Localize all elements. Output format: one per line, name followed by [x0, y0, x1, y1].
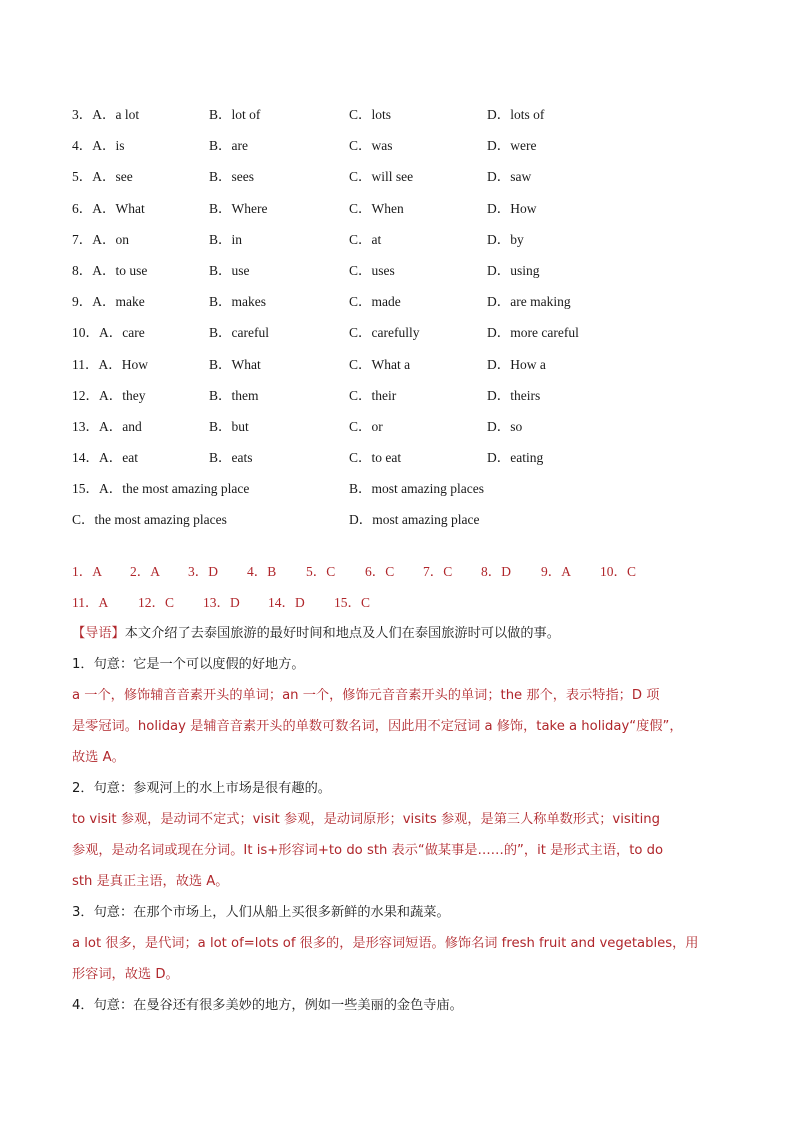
option-d: D．most amazing place: [349, 512, 480, 528]
answer-item: 14．D: [268, 594, 305, 610]
option-a: [72, 415, 142, 435]
answer-key: [72, 556, 722, 618]
answer-line-2: [72, 587, 722, 618]
answer-item: 2．A: [130, 563, 160, 579]
question-number: 6．A．: [72, 200, 116, 216]
explanation-section: [72, 618, 722, 1021]
option-a: [72, 197, 145, 217]
option-b: B．What: [209, 356, 261, 372]
question-number: 13．A．: [72, 418, 123, 434]
option-a: [72, 321, 145, 341]
question-options-9: [72, 284, 722, 315]
explanation-title-1: 1．句意：它是一个可以度假的好地方。: [72, 656, 305, 672]
question-number: 7．A．: [72, 231, 116, 247]
explanation-line: 故选 A。: [72, 749, 125, 765]
explanation-line: sth 是真正主语，故选 A。: [72, 873, 229, 889]
option-b: B．eats: [209, 450, 253, 466]
question-number: 8．A．: [72, 262, 116, 278]
option-b: B．them: [209, 387, 259, 403]
option-d: D．were: [487, 138, 537, 154]
question-number: 12．A．: [72, 387, 123, 403]
answer-item: 1．A: [72, 563, 102, 579]
option-b: B．are: [209, 138, 248, 154]
option-b: B．most amazing places: [349, 481, 484, 497]
option-d: D．How: [487, 200, 537, 216]
option-a-text: and: [122, 418, 142, 434]
option-a-text: on: [115, 231, 129, 247]
question-options-11: [72, 347, 722, 378]
question-number: 9．A．: [72, 294, 116, 310]
explanation-line: to visit 参观，是动词不定式；visit 参观，是动词原形；visits 参观，是第三人称单数形式；visiting: [72, 811, 660, 827]
option-c: C．uses: [349, 262, 395, 278]
question-options-6: [72, 191, 722, 222]
option-a: [72, 103, 139, 123]
answer-item: 7．C: [423, 563, 453, 579]
option-a: [72, 384, 146, 404]
option-d: D．so: [487, 418, 523, 434]
option-c: C．was: [349, 138, 393, 154]
question-options-14: [72, 440, 722, 471]
option-a: [72, 165, 133, 185]
explanation-line: 是零冠词。holiday 是辅音音素开头的单数可数名词，因此用不定冠词 a 修饰，take a holiday“度假”，: [72, 718, 683, 734]
option-c: C．or: [349, 418, 383, 434]
option-d: D．How a: [487, 356, 546, 372]
document-content: [72, 97, 722, 1021]
option-a-text: see: [115, 169, 133, 185]
option-a: [72, 228, 129, 248]
option-b: B．lot of: [209, 107, 261, 122]
question-options-4: [72, 128, 722, 159]
answer-item: 11．A: [72, 594, 109, 610]
option-c: C．their: [349, 387, 397, 403]
option-a-text: What: [115, 200, 145, 216]
option-c: C．at: [349, 231, 382, 247]
question-number: 4．A．: [72, 138, 116, 154]
answer-item: 13．D: [203, 594, 240, 610]
answer-item: 10．C: [600, 563, 637, 579]
question-number: 5．A．: [72, 169, 116, 185]
explanation-line: 参观，是动名词或现在分词。It is+形容词+to do sth 表示“做某事是……的”，it 是形式主语，to do: [72, 842, 664, 858]
option-c: C．carefully: [349, 325, 420, 341]
option-d: D．eating: [487, 450, 544, 466]
option-c: C．made: [349, 294, 401, 310]
option-a: [72, 353, 148, 373]
option-a-text: is: [115, 138, 125, 154]
question-number: 11．A．: [72, 356, 122, 372]
option-a-text: care: [122, 325, 145, 341]
guide-paragraph: [72, 618, 722, 649]
option-d: D．are making: [487, 294, 571, 310]
question-options-10: [72, 315, 722, 346]
explanation-line: a 一个，修饰辅音音素开头的单词；an 一个，修饰元音音素开头的单词；the 那个，表示特指；D 项: [72, 687, 660, 703]
explanation-title-3: 3．句意：在那个市场上，人们从船上买很多新鲜的水果和蔬菜。: [72, 904, 450, 920]
option-c: C．the most amazing places: [72, 512, 227, 528]
guide-text: 本文介绍了去泰国旅游的最好时间和地点及人们在泰国旅游时可以做的事。: [124, 625, 560, 641]
option-b: B．but: [209, 418, 249, 434]
explanation-line: 形容词，故选 D。: [72, 966, 179, 982]
option-b: B．makes: [209, 294, 266, 310]
answer-item: 15．C: [334, 594, 371, 610]
guide-tag: 【导语】: [72, 625, 125, 641]
answer-item: 8．D: [481, 563, 511, 579]
answer-item: 6．C: [365, 563, 395, 579]
question-number: 14．A．: [72, 450, 123, 466]
option-a: 15．A．the most amazing place: [72, 481, 250, 497]
option-c: C．to eat: [349, 450, 402, 466]
option-a-text: to use: [115, 262, 148, 278]
question-options-15-row1: [72, 471, 722, 502]
option-a: [72, 259, 147, 279]
options-list: [72, 97, 722, 534]
option-b: B．careful: [209, 325, 269, 341]
option-a: [72, 290, 145, 310]
option-d: D．by: [487, 231, 524, 247]
question-options-7: [72, 222, 722, 253]
option-a: [72, 446, 138, 466]
option-a-text: they: [122, 387, 146, 403]
answer-item: 4．B: [247, 563, 277, 579]
option-d: D．using: [487, 262, 540, 278]
option-b: B．in: [209, 231, 243, 247]
option-a: [72, 134, 125, 154]
question-number: 10．A．: [72, 325, 123, 341]
question-options-5: [72, 159, 722, 190]
question-options-3: [72, 97, 722, 128]
option-c: C．lots: [349, 107, 392, 122]
option-d: D．theirs: [487, 387, 541, 403]
question-options-8: [72, 253, 722, 284]
question-number: 3．A．: [72, 107, 116, 122]
question-options-12: [72, 378, 722, 409]
answer-item: 9．A: [541, 563, 571, 579]
question-options-15-row2: [72, 502, 722, 533]
option-c: C．What a: [349, 356, 411, 372]
option-a-text: How: [121, 356, 148, 372]
option-d: D．more careful: [487, 325, 579, 341]
option-b: B．Where: [209, 200, 268, 216]
option-a-text: make: [115, 294, 145, 310]
answer-item: 3．D: [188, 563, 218, 579]
option-c: C．When: [349, 200, 404, 216]
explanation-line: a lot 很多，是代词；a lot of=lots of 很多的，是形容词短语。修饰名词 fresh fruit and vegetables，用: [72, 935, 699, 951]
answer-item: 12．C: [138, 594, 175, 610]
option-b: B．use: [209, 262, 250, 278]
option-d: D．saw: [487, 169, 532, 185]
option-b: B．sees: [209, 169, 254, 185]
explanation-title-4: 4．句意：在曼谷还有很多美妙的地方，例如一些美丽的金色寺庙。: [72, 997, 463, 1013]
option-d: D．lots of: [487, 107, 545, 122]
answer-line-1: [72, 556, 722, 587]
option-a-text: a lot: [115, 107, 140, 122]
option-a-text: eat: [122, 450, 138, 466]
option-c: C．will see: [349, 169, 414, 185]
explanation-title-2: 2．句意：参观河上的水上市场是很有趣的。: [72, 780, 331, 796]
answer-item: 5．C: [306, 563, 336, 579]
question-options-13: [72, 409, 722, 440]
